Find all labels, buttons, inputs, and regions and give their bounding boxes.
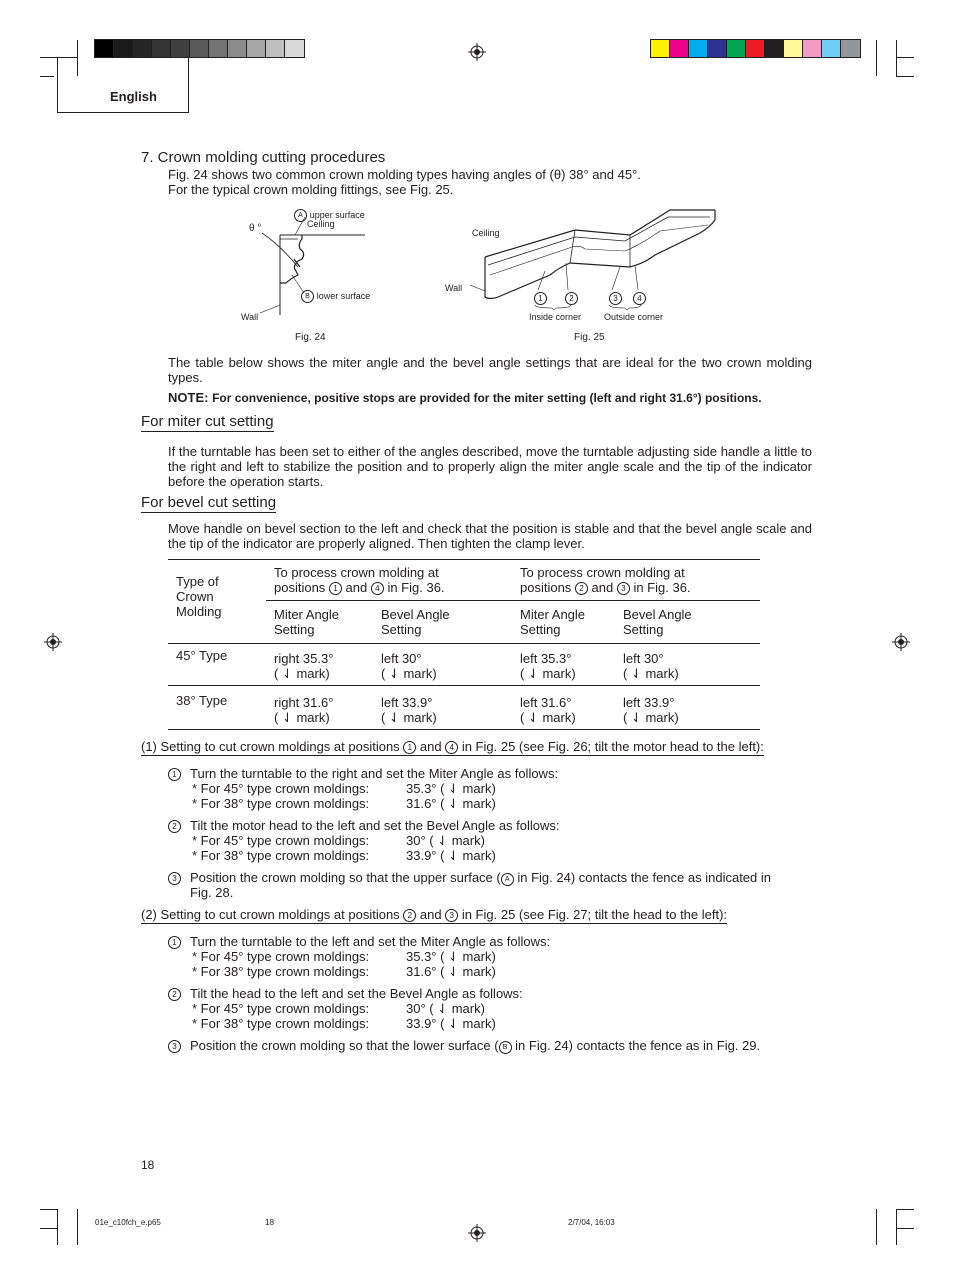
proc2-step2-line2-label: * For 38° type crown moldings:	[192, 1016, 370, 1031]
marker-b: B	[301, 290, 314, 303]
color-swatch	[95, 40, 114, 57]
registration-mark-icon	[468, 1224, 486, 1242]
proc1-step3-pre: Position the crown molding so that the upper surface (	[190, 870, 501, 885]
crop-mark	[896, 1209, 914, 1210]
registration-mark-icon	[468, 43, 486, 61]
proc1-step1-line1-label: * For 45° type crown moldings:	[192, 781, 370, 796]
registration-mark-icon	[44, 633, 62, 651]
proc1-step2-text: Tilt the motor head to the left and set the Bevel Angle as follows:	[190, 818, 560, 833]
intro-line-1: Fig. 24 shows two common crown molding types having angles of (θ) 38° and 45°.	[168, 167, 641, 182]
proc1-step1-line2-label: * For 38° type crown moldings:	[192, 796, 370, 811]
fig25-outside-corner-label: Outside corner	[604, 312, 664, 322]
proc2-step3-pre: Position the crown molding so that the lower surface (	[190, 1038, 499, 1053]
color-swatch	[266, 40, 285, 57]
proc1-step2-line2-value: 33.9° ( ⇃ mark)	[406, 848, 496, 863]
position-1-marker: 1	[329, 582, 342, 595]
color-swatch	[803, 40, 822, 57]
fig25-inside-corner-label: Inside corner	[529, 312, 582, 322]
proc1-heading-pre: (1) Setting to cut crown moldings at positions	[141, 739, 404, 754]
footer-file-name: 01e_c10fch_e.p65	[95, 1218, 161, 1227]
miter-heading: For miter cut setting	[141, 413, 274, 430]
fig25-wall-label: Wall	[445, 283, 463, 293]
table-cell: left 30° ( ⇃ mark)	[381, 651, 437, 681]
color-swatch	[746, 40, 765, 57]
proc1-step2-line1-value: 30° ( ⇃ mark)	[406, 833, 485, 848]
note	[168, 390, 762, 406]
fig25-crown-molding-drawing	[470, 205, 720, 310]
table-rule	[266, 600, 760, 601]
proc1-step1-line2-value: 31.6° ( ⇃ mark)	[406, 796, 496, 811]
table-cell: left 30° ( ⇃ mark)	[623, 651, 679, 681]
color-swatch	[209, 40, 228, 57]
proc2-step1-line1-label: * For 45° type crown moldings:	[192, 949, 370, 964]
table-row-type: 38° Type	[176, 693, 228, 708]
crop-mark	[40, 1209, 58, 1210]
fig24-wall-label: Wall	[241, 312, 259, 322]
table-group1-pre: positions	[274, 580, 329, 595]
table-rule	[168, 685, 760, 686]
fig24-caption: Fig. 24	[295, 332, 326, 343]
table-intro: The table below shows the miter angle and the bevel angle settings that are ideal for the two crown molding types.	[168, 355, 812, 385]
table-group2-and: and	[587, 580, 617, 595]
fig25-position-3	[609, 292, 622, 305]
proc2-step2-line1-value: 30° ( ⇃ mark)	[406, 1001, 485, 1016]
color-swatch	[285, 40, 304, 57]
crop-mark	[77, 1209, 78, 1245]
proc2-heading-post: in Fig. 25 (see Fig. 27; tilt the head to the left):	[458, 907, 728, 922]
proc1-step3-line2: Fig. 28.	[190, 885, 234, 900]
table-cell: left 33.9° ( ⇃ mark)	[623, 695, 679, 725]
proc2-step1-text: Turn the turntable to the left and set the Miter Angle as follows:	[190, 934, 551, 949]
fig25-caption: Fig. 25	[574, 332, 605, 343]
page-number: 18	[141, 1158, 155, 1172]
proc2-step2-line2-value: 33.9° ( ⇃ mark)	[406, 1016, 496, 1031]
crop-mark	[876, 1209, 877, 1245]
crop-mark	[896, 1228, 914, 1229]
proc2-step2-text: Tilt the head to the left and set the Bevel Angle as follows:	[190, 986, 523, 1001]
color-swatch	[708, 40, 727, 57]
note-text: For convenience, positive stops are provided for the miter setting (left and right 31.6°) positions.	[212, 391, 762, 405]
position-4-marker: 4	[633, 292, 646, 305]
color-swatch	[765, 40, 784, 57]
table-bevel-header-1: Bevel Angle Setting	[381, 607, 450, 637]
table-rule	[168, 729, 760, 730]
table-cell: right 35.3° ( ⇃ mark)	[274, 651, 334, 681]
color-swatch	[114, 40, 133, 57]
position-2-marker: 2	[575, 582, 588, 595]
table-group2-pre: positions	[520, 580, 575, 595]
table-miter-header-2: Miter Angle Setting	[520, 607, 586, 637]
marker-b: B	[499, 1041, 512, 1054]
position-2-marker: 2	[565, 292, 578, 305]
fig24-lower-surface-label	[301, 290, 370, 303]
position-3-marker: 3	[609, 292, 622, 305]
bevel-heading: For bevel cut setting	[141, 494, 277, 511]
footer-page: 18	[265, 1218, 274, 1227]
table-bevel-header-2: Bevel Angle Setting	[623, 607, 692, 637]
proc1-step1-text: Turn the turntable to the right and set the Miter Angle as follows:	[190, 766, 559, 781]
table-header-type: Type of Crown Molding	[176, 574, 222, 619]
proc2-step3-post: in Fig. 24) contacts the fence as in Fig. 29.	[511, 1038, 761, 1053]
proc2-step3-text	[190, 1038, 760, 1054]
bevel-text: Move handle on bevel section to the left and check that the position is stable and that the bevel angle scale and the tip of the indicator are properly aligned. Then tighten the clamp lever.	[168, 521, 812, 551]
proc1-step2-line2-label: * For 38° type crown moldings:	[192, 848, 370, 863]
fig25-position-2	[565, 292, 578, 305]
step-number: 1	[168, 934, 181, 949]
proc1-step2-line1-label: * For 45° type crown moldings:	[192, 833, 370, 848]
fig24-lower-surface-text: lower surface	[316, 291, 371, 301]
table-group2-line2	[520, 580, 691, 595]
table-rule	[168, 559, 760, 560]
fig25-ceiling-label: Ceiling	[472, 228, 500, 238]
color-swatch	[247, 40, 266, 57]
proc1-step3-text	[190, 870, 771, 886]
crop-mark	[896, 1209, 897, 1245]
marker-a: A	[294, 209, 307, 222]
proc1-heading-and: and	[416, 739, 446, 754]
table-group1-post: in Fig. 36.	[383, 580, 445, 595]
crop-mark	[896, 40, 897, 76]
proc2-step1-line2-value: 31.6° ( ⇃ mark)	[406, 964, 496, 979]
marker-a: A	[501, 873, 514, 886]
language-label: English	[110, 89, 157, 104]
table-rule	[168, 643, 760, 644]
color-swatch	[171, 40, 190, 57]
crop-mark	[57, 1209, 58, 1245]
position-2-marker: 2	[403, 909, 416, 922]
intro-line-2: For the typical crown molding fittings, see Fig. 25.	[168, 182, 454, 197]
section-title: 7. Crown molding cutting procedures	[141, 149, 386, 166]
position-3-marker: 3	[445, 909, 458, 922]
procedure-1-heading	[141, 739, 764, 756]
table-cell: left 31.6° ( ⇃ mark)	[520, 695, 576, 725]
crop-mark	[896, 57, 914, 58]
position-4-marker: 4	[371, 582, 384, 595]
crop-mark	[876, 40, 877, 76]
color-swatch	[689, 40, 708, 57]
proc2-heading-and: and	[416, 907, 446, 922]
proc1-heading-post: in Fig. 25 (see Fig. 26; tilt the motor head to the left):	[458, 739, 764, 754]
step-number: 2	[168, 818, 181, 833]
proc1-step3-post: in Fig. 24) contacts the fence as indicated in	[513, 870, 771, 885]
position-4-marker: 4	[445, 741, 458, 754]
proc2-heading-pre: (2) Setting to cut crown moldings at positions	[141, 907, 404, 922]
proc1-step1-line1-value: 35.3° ( ⇃ mark)	[406, 781, 496, 796]
color-swatch	[727, 40, 746, 57]
footer-datetime: 2/7/04, 16:03	[568, 1218, 615, 1227]
note-label: NOTE:	[168, 390, 209, 405]
table-cell: left 35.3° ( ⇃ mark)	[520, 651, 576, 681]
crop-mark	[896, 76, 914, 77]
step-number: 3	[168, 1038, 181, 1053]
color-swatch	[822, 40, 841, 57]
proc2-step1-line2-label: * For 38° type crown moldings:	[192, 964, 370, 979]
miter-text: If the turntable has been set to either of the angles described, move the turntable adjusting side handle a little to the right and left to stabilize the position and to properly align the miter angle scale and the tip of the indicator before the operation starts.	[168, 444, 812, 489]
fig24-theta-label: θ °	[249, 223, 262, 234]
proc2-step1-line1-value: 35.3° ( ⇃ mark)	[406, 949, 496, 964]
position-1-marker: 1	[534, 292, 547, 305]
proc2-step2-line1-label: * For 45° type crown moldings:	[192, 1001, 370, 1016]
color-swatch	[133, 40, 152, 57]
table-group1-and: and	[341, 580, 371, 595]
procedure-2-heading	[141, 907, 727, 924]
registration-mark-icon	[892, 633, 910, 651]
crop-mark	[40, 1228, 58, 1229]
table-group2-post: in Fig. 36.	[629, 580, 691, 595]
color-swatch	[228, 40, 247, 57]
step-number: 1	[168, 766, 181, 781]
fig24-upper-surface-text: upper surface	[309, 210, 365, 220]
color-swatch	[784, 40, 803, 57]
fig25-position-1	[534, 292, 547, 305]
language-tab	[57, 57, 189, 113]
table-group2-line1: To process crown molding at	[520, 565, 685, 580]
color-swatch	[651, 40, 670, 57]
fig24-ceiling-label: Ceiling	[307, 219, 335, 229]
color-swatch	[152, 40, 171, 57]
table-group1-line2	[274, 580, 445, 595]
table-cell: left 33.9° ( ⇃ mark)	[381, 695, 437, 725]
fig25-position-4	[633, 292, 646, 305]
table-miter-header-1: Miter Angle Setting	[274, 607, 340, 637]
table-group1-line1: To process crown molding at	[274, 565, 439, 580]
color-swatch	[841, 40, 860, 57]
color-swatch	[670, 40, 689, 57]
table-row-type: 45° Type	[176, 648, 228, 663]
position-3-marker: 3	[617, 582, 630, 595]
crop-mark	[40, 76, 54, 77]
step-number: 2	[168, 986, 181, 1001]
table-cell: right 31.6° ( ⇃ mark)	[274, 695, 334, 725]
position-1-marker: 1	[403, 741, 416, 754]
color-swatch	[190, 40, 209, 57]
step-number: 3	[168, 870, 181, 885]
